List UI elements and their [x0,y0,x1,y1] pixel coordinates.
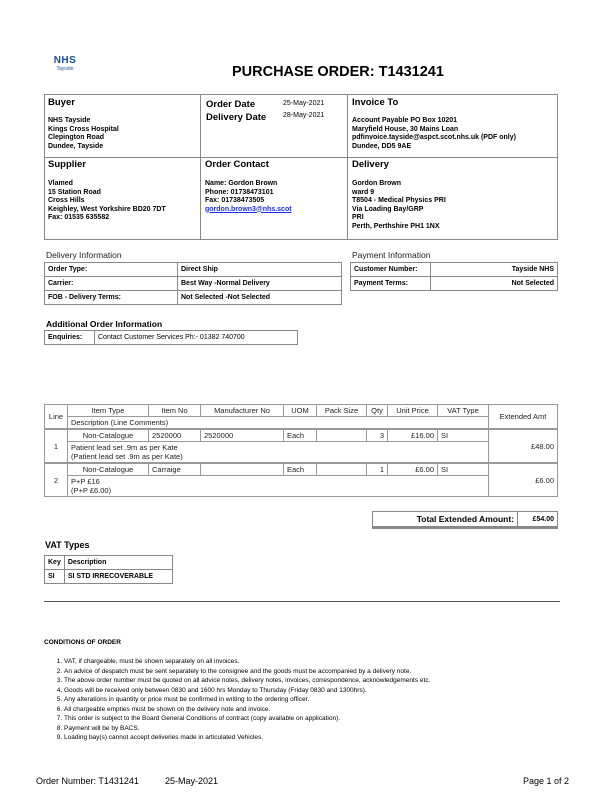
cell-label: Carrier: [45,277,178,291]
cell-value: Not Selected [431,277,558,291]
address-line: 15 Station Road [48,188,101,196]
delivery-info-heading: Delivery Information [46,250,122,260]
address-line: T8504 - Medical Physics PRI [352,197,446,204]
conditions-heading: CONDITIONS OF ORDER [44,639,121,646]
order-date-value: 25-May-2021 [283,100,325,107]
cell-vat-type: SI [438,463,489,476]
cell-label: Customer Number: [351,263,431,277]
address-line: Account Payable PO Box 10201 [352,117,458,124]
vat-types-table [44,555,173,584]
line-items-table [44,404,558,497]
address-line: Perth, Perthshire PH1 1NX [352,222,440,230]
address-line: Keighley, West Yorkshire BD20 7DT [48,205,166,213]
delivery-info-table [44,262,342,305]
order-contact-details [205,180,292,214]
condition-item: 8. Payment will be by BACS. [64,724,430,734]
header-extended-amt: Extended Amt [489,405,558,430]
condition-item: 2. An advice of despatch must be sent separately to the consignee and the goods must be accompanied by a delivery note. [64,667,430,677]
supplier-address [48,180,166,223]
enquiries-value: Contact Customer Services Ph:- 01382 740700 [95,331,298,345]
table-row [373,512,558,528]
condition-item: 5. Any alterations in quantity or price must be confirmed in writing to the ordering officer. [64,695,430,705]
cell-description [68,442,489,464]
address-line: Dundee, DD5 9AE [352,142,412,150]
address-line: Clepington Road [48,134,104,141]
cell-extended-amt: £6.00 [489,463,558,497]
header-row [45,405,558,417]
buyer-address [48,117,119,151]
cell-item-type: Non-Catalogue [68,463,149,476]
cell-item-type: Non-Catalogue [68,429,149,442]
table-row [45,442,558,464]
delivery-address [352,180,446,231]
table-row [45,429,558,442]
divider [44,601,560,602]
cell-pack-size [317,463,367,476]
additional-info-table [44,330,298,345]
condition-item: 4. Goods will be received only between 0830 and 1600 hrs Monday to Thursday (Friday 0830 and 1300hrs). [64,686,430,696]
cell-line: 1 [45,429,68,463]
conditions-list [44,657,430,743]
address-line: NHS Tayside [48,117,91,124]
supplier-box [44,157,201,240]
buyer-heading: Buyer [48,97,75,108]
header-vat-type: VAT Type [438,405,489,417]
description-comment: (P+P £6.00) [71,486,112,495]
delivery-date-value: 28-May-2021 [283,112,325,119]
order-contact-heading: Order Contact [205,159,269,170]
address-line: PRI [352,214,364,221]
header-pack-size: Pack Size [317,405,367,417]
condition-item: 1. VAT, if chargeable, must be shown separately on all invoices. [64,657,430,667]
description-comment: (Patient lead set .9m as per Kate) [71,452,183,461]
cell-unit-price: £6.00 [388,463,438,476]
cell-vat-type: SI [438,429,489,442]
footer-page-number: Page 1 of 2 [523,776,570,786]
table-row [351,263,558,277]
page-title: PURCHASE ORDER: T1431241 [232,64,444,80]
payment-info-heading: Payment Information [352,250,431,260]
address-line: ward 9 [352,188,375,196]
header-uom: UOM [284,405,317,417]
delivery-box [347,157,558,240]
address-line: Cross Hills [48,197,85,204]
order-contact-box [200,157,348,240]
order-date-label: Order Date [206,99,256,110]
cell-value: Best Way -Normal Delivery [178,277,342,291]
header-item-type: Item Type [68,405,149,417]
key-header: Key [45,556,65,570]
cell-value: Direct Ship [178,263,342,277]
table-row [45,263,342,277]
description-header: Description [64,556,172,570]
table-row [45,570,173,584]
table-row [45,463,558,476]
cell-label: Order Type: [45,263,178,277]
condition-item: 3. The above order number must be quoted on all advice notes, delivery notes, invoices, correspondence, acknowledgements etc. [64,676,430,686]
address-line: Gordon Brown [352,180,401,187]
cell-manufacturer-no [201,463,284,476]
header-description: Description (Line Comments) [68,417,489,430]
address-line: Maryfield House, 30 Mains Loan [352,125,459,133]
address-line: Fax: 01535 635582 [48,214,110,221]
contact-name: Name: Gordon Brown [205,180,278,187]
contact-fax: Fax: 01738473505 [205,197,265,204]
total-table [372,511,558,529]
additional-info-heading: Additional Order Information [46,319,163,329]
header-qty: Qty [367,405,388,417]
condition-item: 9. Loading bay(s) cannot accept deliveries made in articulated Vehicles. [64,733,430,743]
contact-email-link[interactable]: gordon.brown3@nhs.scot [205,205,292,213]
address-line: pdfinvoice.tayside@aspct.scot.nhs.uk (PDF only) [352,134,516,141]
address-line: Kings Cross Hospital [48,125,119,133]
total-value: £54.00 [518,512,558,528]
header-manufacturer-no: Manufacturer No [201,405,284,417]
cell-label: FOB - Delivery Terms: [45,291,178,305]
nhs-logo [45,55,85,72]
condition-item: 6. All chargeable empties must be shown on the delivery note and invoice. [64,705,430,715]
cell-uom: Each [284,429,317,442]
cell-uom: Each [284,463,317,476]
table-row [45,556,173,570]
invoice-address [352,117,516,151]
cell-line: 2 [45,463,68,497]
payment-info-table [350,262,558,291]
header-item-no: Item No [149,405,201,417]
cell-pack-size [317,429,367,442]
header-row [45,417,558,430]
cell-item-no: 2520000 [149,429,201,442]
footer-order-number: Order Number: T1431241 [36,776,139,786]
cell-value: Not Selected -Not Selected [178,291,342,305]
delivery-date-label: Delivery Date [206,112,267,123]
vat-key: SI [45,570,65,584]
table-row [351,277,558,291]
logo-subtext: Tayside [56,66,74,72]
address-line: Via Loading Bay/GRP [352,205,424,213]
logo-text: NHS [53,55,77,66]
address-line: Vlamed [48,180,73,187]
description-line: Patient lead set .9m as per Kate [71,443,178,452]
cell-qty: 1 [367,463,388,476]
cell-qty: 3 [367,429,388,442]
invoice-heading: Invoice To [352,97,399,108]
cell-item-no: Carraige [149,463,201,476]
header-unit-price: Unit Price [388,405,438,417]
cell-extended-amt: £48.00 [489,429,558,463]
contact-phone: Phone: 01738473101 [205,188,274,196]
delivery-heading: Delivery [352,159,389,170]
table-row [45,476,558,497]
header-line: Line [45,405,68,430]
total-label: Total Extended Amount: [373,512,518,528]
supplier-heading: Supplier [48,159,87,170]
table-row [45,331,298,345]
cell-unit-price: £16.00 [388,429,438,442]
description-line: P+P £16 [71,477,100,486]
invoice-box [347,94,558,158]
vat-types-heading: VAT Types [45,540,90,550]
cell-description [68,476,489,497]
enquiries-label: Enquiries: [45,331,95,345]
cell-value: Tayside NHS [431,263,558,277]
address-line: Dundee, Tayside [48,142,104,150]
table-row [45,291,342,305]
footer-date: 25-May-2021 [165,776,219,786]
cell-manufacturer-no: 2520000 [201,429,284,442]
dates-box [200,94,348,158]
table-row [45,277,342,291]
cell-label: Payment Terms: [351,277,431,291]
condition-item: 7. This order is subject to the Board General Conditions of contract (copy available on application). [64,714,430,724]
buyer-box [44,94,201,158]
vat-description: SI STD IRRECOVERABLE [64,570,172,584]
